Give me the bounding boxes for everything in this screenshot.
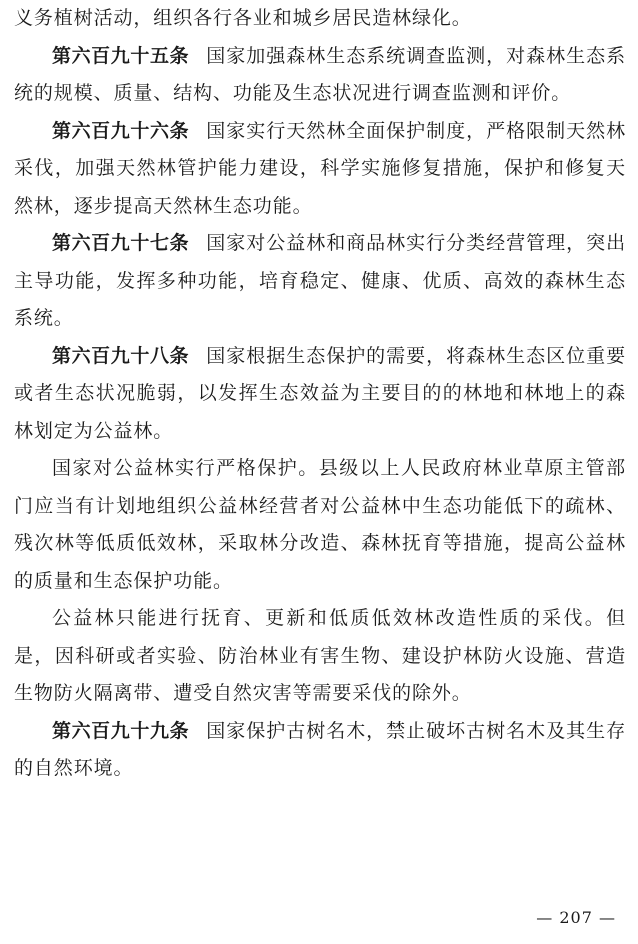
article-number: 第六百九十六条 — [52, 119, 190, 142]
article-695 — [14, 38, 626, 113]
document-page — [14, 0, 626, 788]
paragraph-continuation — [14, 0, 626, 38]
article-696 — [14, 113, 626, 226]
paragraph-text: 公益林只能进行抚育、更新和低质低效林改造性质的采伐。但是，因科研或者实验、防治林业有害生物、建设护林防火设施、营造生物防火隔离带、遭受自然灾害等需要采伐的除外。 — [14, 607, 626, 704]
paragraph-text: 国家加强森林生态系统调查监测，对森林生态系统的规模、质量、结构、功能及生态状况进行调查监测和评价。 — [14, 44, 626, 104]
paragraph-text: 国家根据生态保护的需要，将森林生态区位重要或者生态状况脆弱，以发挥生态效益为主要目的的林地和林地上的森林划定为公益林。 — [14, 344, 626, 442]
paragraph-text: 国家对公益林实行严格保护。县级以上人民政府林业草原主管部门应当有计划地组织公益林经营者对公益林中生态功能低下的疏林、残次林等低质低效林，采取林分改造、森林抚育等措施，提高公益林的质量和生态保护功能。 — [14, 457, 626, 592]
article-number: 第六百九十八条 — [52, 344, 190, 367]
paragraph-text: 国家实行天然林全面保护制度，严格限制天然林采伐，加强天然林管护能力建设，科学实施修复措施，保护和修复天然林，逐步提高天然林生态功能。 — [14, 119, 626, 217]
article-698-para-3 — [14, 600, 626, 713]
article-699 — [14, 713, 626, 788]
page-number: — 207 — — [536, 908, 616, 927]
article-698 — [14, 338, 626, 451]
article-number: 第六百九十七条 — [52, 232, 190, 254]
paragraph-text: 国家保护古树名木，禁止破坏古树名木及其生存的自然环境。 — [14, 719, 626, 779]
paragraph-text: 国家对公益林和商品林实行分类经营管理，突出主导功能，发挥多种功能，培育稳定、健康、优质、高效的森林生态系统。 — [14, 232, 626, 329]
article-number: 第六百九十五条 — [52, 44, 190, 67]
article-number: 第六百九十九条 — [52, 719, 190, 742]
paragraph-text: 义务植树活动，组织各行各业和城乡居民造林绿化。 — [14, 7, 472, 29]
article-697 — [14, 225, 626, 338]
article-698-para-2 — [14, 450, 626, 600]
